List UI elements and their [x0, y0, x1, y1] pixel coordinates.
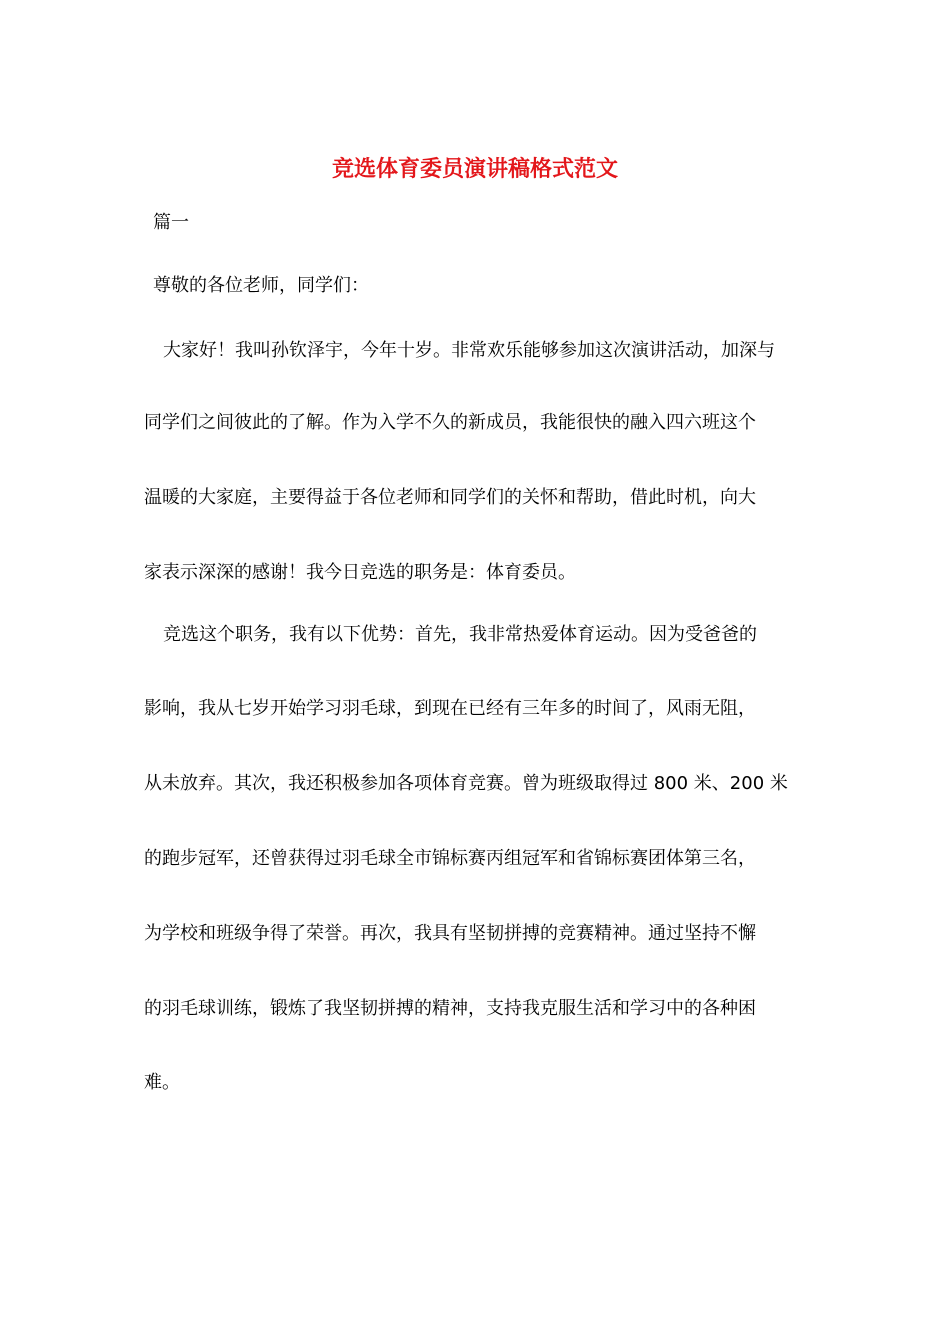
paragraph-line: 的羽毛球训练，锻炼了我坚韧拼搏的精神，支持我克服生活和学习中的各种困 [144, 998, 756, 1019]
paragraph-line: 影响，我从七岁开始学习羽毛球，到现在已经有三年多的时间了，风雨无阻， [144, 698, 756, 719]
section-label: 篇一 [153, 212, 189, 233]
salutation: 尊敬的各位老师，同学们： [153, 275, 369, 296]
paragraph-line: 竞选这个职务，我有以下优势：首先，我非常热爱体育运动。因为受爸爸的 [163, 624, 757, 645]
paragraph-line: 家表示深深的感谢！我今日竞选的职务是：体育委员。 [144, 562, 576, 583]
paragraph-line: 大家好！我叫孙钦泽宇，今年十岁。非常欢乐能够参加这次演讲活动，加深与 [163, 340, 775, 361]
paragraph-line: 从未放弃。其次，我还积极参加各项体育竞赛。曾为班级取得过 800 米、200 米 [144, 773, 788, 794]
paragraph-line: 的跑步冠军，还曾获得过羽毛球全市锦标赛丙组冠军和省锦标赛团体第三名， [144, 848, 756, 869]
document-title: 竞选体育委员演讲稿格式范文 [331, 157, 618, 182]
paragraph-line: 难。 [144, 1072, 180, 1093]
paragraph-line: 同学们之间彼此的了解。作为入学不久的新成员，我能很快的融入四六班这个 [144, 412, 756, 433]
paragraph-line: 温暖的大家庭，主要得益于各位老师和同学们的关怀和帮助，借此时机，向大 [144, 487, 756, 508]
paragraph-line: 为学校和班级争得了荣誉。再次，我具有坚韧拼搏的竞赛精神。通过坚持不懈 [144, 923, 756, 944]
